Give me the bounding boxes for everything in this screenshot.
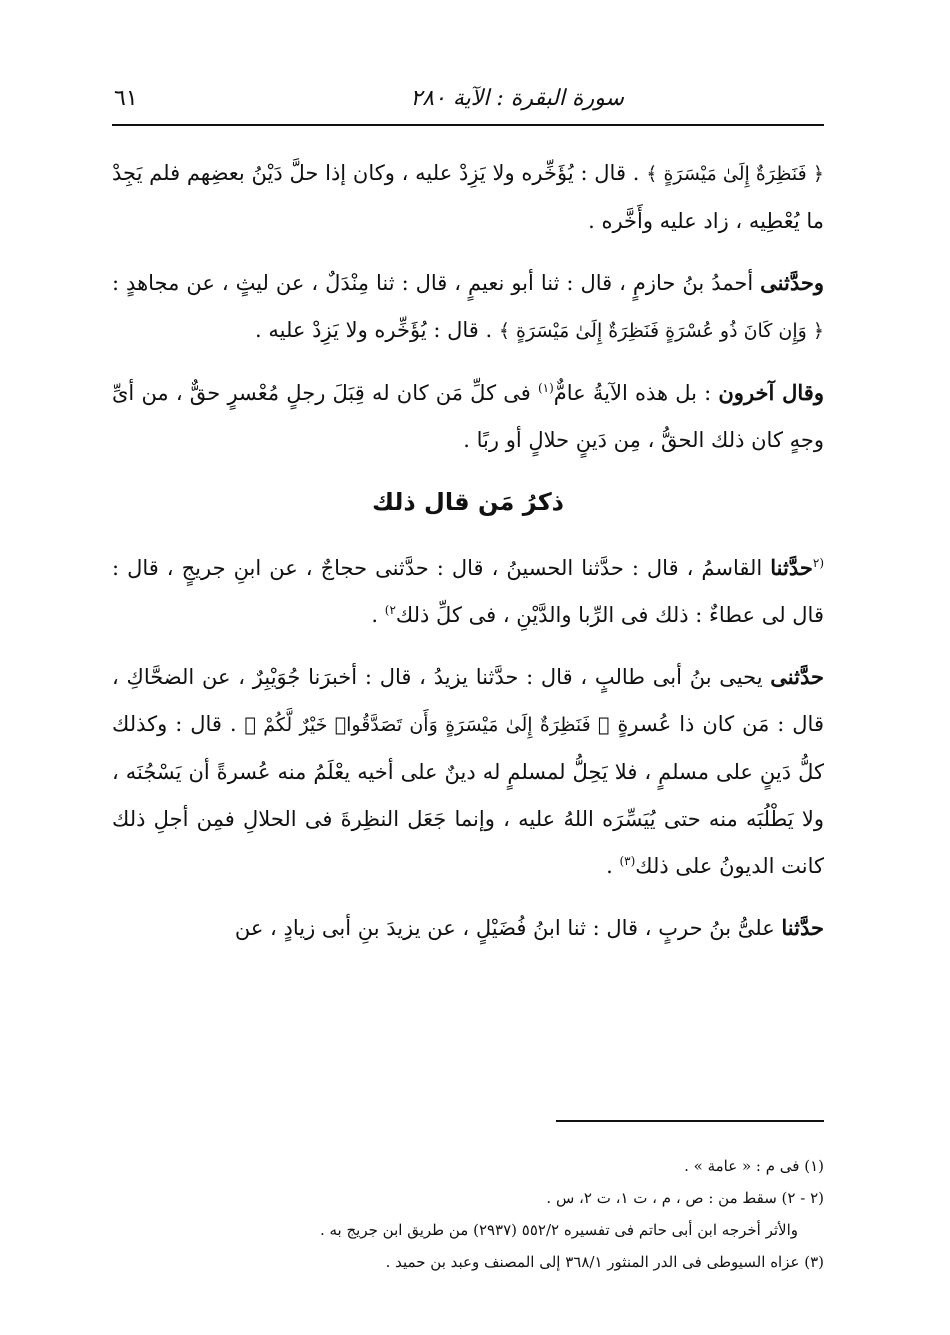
footnote-ref: (٢	[812, 556, 824, 570]
quran-quote: ﴿ فَنَظِرَةٌ إِلَىٰ مَيْسَرَةٍ ﴾	[646, 163, 825, 185]
paragraph-3	[112, 369, 824, 464]
page-body	[112, 150, 824, 966]
paragraph-text: .	[371, 603, 385, 627]
paragraph-text: يحيى بنُ أبى طالبٍ ، قال : حدَّثنا يزيدُ ، قال : أخبرَنا جُوَيْبِرٌ ، عن الضحَّاكِ ، قال : مَن كان ذا عُسرةٍ	[112, 665, 824, 736]
paragraph-text: . قال : يُؤَخِّره ولا يَزِدْ عليه .	[255, 318, 499, 342]
paragraph-6	[112, 904, 824, 952]
paragraph-text: : بل هذه الآيةُ عامٌّ	[553, 381, 719, 405]
paragraph-text: القاسمُ ، قال : حدَّثنا الحسينُ ، قال : حدَّثنى حجاجٌ ، عن ابنِ جريجٍ ، قال : قال لى عطاءٌ : ذلك فى الرِّبا والدَّيْنِ ، فى كلِّ ذلك	[112, 556, 824, 627]
footnote-2: (٢ - ٢) سقط من : ص ، م ، ت ١، ت ٢، س .	[546, 1189, 824, 1207]
narration-lead: حدَّثنا	[781, 915, 824, 940]
paragraph-text: علىُّ بنُ حربٍ ، قال : ثنا ابنُ فُضَيْلٍ ، عن يزيدَ بنِ أبى زيادٍ ، عن	[234, 916, 782, 940]
paragraph-1	[112, 150, 824, 245]
page-header	[112, 76, 824, 120]
paragraph-2	[112, 259, 824, 355]
paragraph-text: .	[606, 854, 620, 878]
running-title: سورة البقرة : الآية ٢٨٠	[410, 85, 624, 111]
page-number: ٦١	[114, 85, 138, 111]
footnotes	[112, 1150, 824, 1278]
paragraph-text: فى كلِّ مَن كان له قِبَلَ رجلٍ مُعْسرٍ حقٌّ ، من أىِّ وجهٍ كان ذلك الحقُّ ، مِن دَينٍ حلالٍ أو ربًا .	[112, 381, 824, 452]
header-rule	[112, 124, 824, 126]
footnote-ref: ٢)	[384, 603, 396, 617]
narration-lead: حدَّثنى	[770, 664, 824, 689]
paragraph-5	[112, 653, 824, 890]
paragraph-4	[112, 544, 824, 639]
footnote-3: (٣) عزاه السيوطى فى الدر المنثور ٣٦٨/١ إلى المصنف وعبد بن حميد .	[385, 1253, 824, 1271]
quran-quote: ﴿ وَإِن كَانَ ذُو عُسْرَةٍ فَنَظِرَةٌ إِلَىٰ مَيْسَرَةٍ ﴾	[498, 320, 824, 342]
section-heading: ذكرُ مَن قال ذلك	[372, 488, 564, 516]
narration-lead: وحدَّثنى	[760, 270, 824, 295]
paragraph-text: . قال : يُؤَخِّره ولا يَزِدْ عليه ، وكان إذا حلَّ دَيْنُ بعضِهم فلم يَجِدْ ما يُعْطِيه ، زاد عليه وأَخَّره .	[112, 161, 824, 233]
paragraph-text: . قال : وكذلك كلُّ دَينٍ على مسلمٍ ، فلا يَحِلُّ لمسلمٍ له دينٌ على أخيه يعْلَمُ منه عُسرةً أن يَسْجُنَه ، ولا يَطْلُبَه منه حتى يُيَسِّرَه اللهُ عليه ، وإنما جَعَل النظِرةَ فى الحلالِ فمِن أجلِ ذلك كانت الديونُ على ذلك	[112, 712, 824, 878]
footnote-rule	[556, 1120, 824, 1122]
footnote-ref: (٣)	[619, 854, 636, 868]
narration-lead: وقال آخرون	[718, 380, 824, 405]
quran-quote: ﴿ فَنَظِرَةٌ إِلَىٰ مَيْسَرَةٍ وَأَن تَصَدَّقُوا۟ خَيْرٌ لَّكُمْ ﴾	[244, 714, 610, 736]
footnote-2-continuation: والأثر أخرجه ابن أبى حاتم فى تفسيره ٥٥٢/٢ (٢٩٣٧) من طريق ابن جريج به .	[319, 1221, 798, 1239]
narration-lead: حدَّثنا	[770, 555, 813, 580]
footnote-ref: (١)	[537, 381, 554, 395]
paragraph-text: أحمدُ بنُ حازمٍ ، قال : ثنا أبو نعيمٍ ، قال : ثنا مِنْدَلٌ ، عن ليثٍ ، عن مجاهدٍ :	[112, 271, 761, 295]
footnote-1: (١) فى م : « عامة » .	[684, 1157, 824, 1175]
